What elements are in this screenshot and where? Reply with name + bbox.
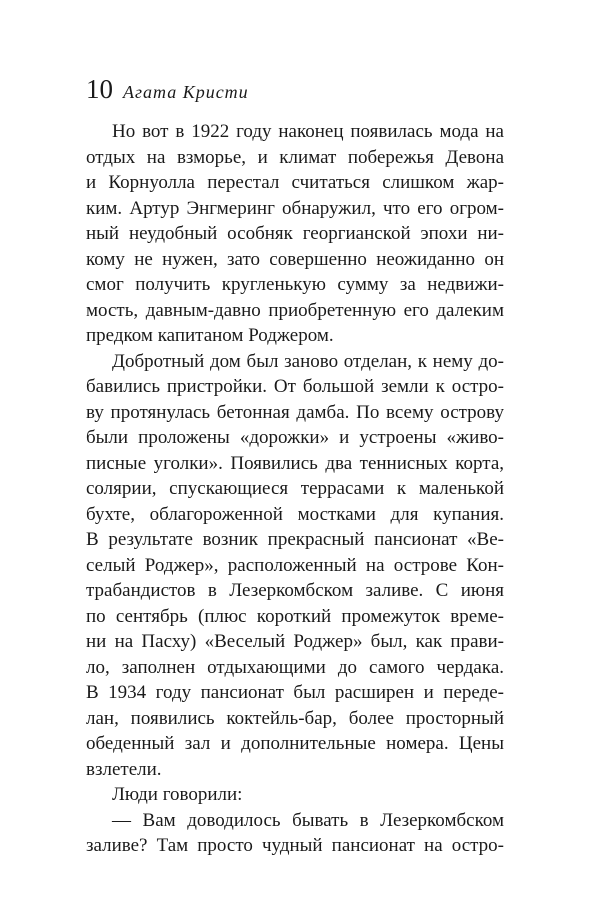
text-line: Но вот в 1922 году наконец появилась мода на [112,121,504,142]
page-number: 10 [86,74,113,104]
text-line: предком капитаном Роджером. [86,325,334,346]
text-line: заливе? Там просто чудный пансионат на остро- [86,835,504,856]
text-line: ло, заполнен отдыхающими до самого чердака. [86,656,504,678]
text-line: трабандистов в Лезеркомбском заливе. С июня [86,580,504,601]
text-line: — Вам доводилось бывать в Лезеркомбском [112,809,504,831]
text-line: ким. Артур Энгмеринг обнаружил, что его огром- [86,197,504,219]
text-line: селый Роджер», расположенный на острове Кон- [86,554,504,576]
text-line: обеденный зал и дополнительные номера. Цены [86,733,504,754]
text-line: отдых на взморье, и климат побережья Девона [86,146,504,168]
text-line: по сентябрь (плюс короткий промежуток време- [86,605,504,627]
page-header [86,74,249,104]
text-line: Добротный дом был заново отделан, к нему до- [112,350,504,372]
text-line: бавились пристройки. От большой земли к остро- [86,376,504,397]
text-line: и Корнуолла перестал считаться слишком жар- [86,172,504,193]
text-line: ный неудобный особняк георгианской эпохи ни- [86,223,504,244]
text-line: смог получить кругленькую сумму за недвижи- [86,274,504,295]
text-line: солярии, спускающиеся террасами к маленькой [86,478,504,499]
text-line: Люди говорили: [112,784,243,805]
text-line: кому не нужен, зато совершенно неожиданно он [86,248,504,270]
text-line: лан, появились коктейль-бар, более просторный [86,707,504,729]
text-line: ву протянулась бетонная дамба. По всему острову [86,401,504,423]
text-line: писные уголки». Появились два теннисных корта, [86,452,504,474]
body-text [86,119,504,859]
text-line: мость, давным-давно приобретенную его далеким [86,299,504,321]
text-line: ни на Пасху) «Веселый Роджер» был, как прави- [86,631,504,652]
text-line: были проложены «дорожки» и устроены «живо- [86,427,504,448]
text-line: бухте, облагороженной мостками для купания. [86,503,504,525]
running-title: Агата Кристи [123,82,249,102]
text-line: В результате возник прекрасный пансионат «Ве- [86,529,504,550]
text-line: взлетели. [86,758,162,780]
text-line: В 1934 году пансионат был расширен и переде- [86,682,504,703]
